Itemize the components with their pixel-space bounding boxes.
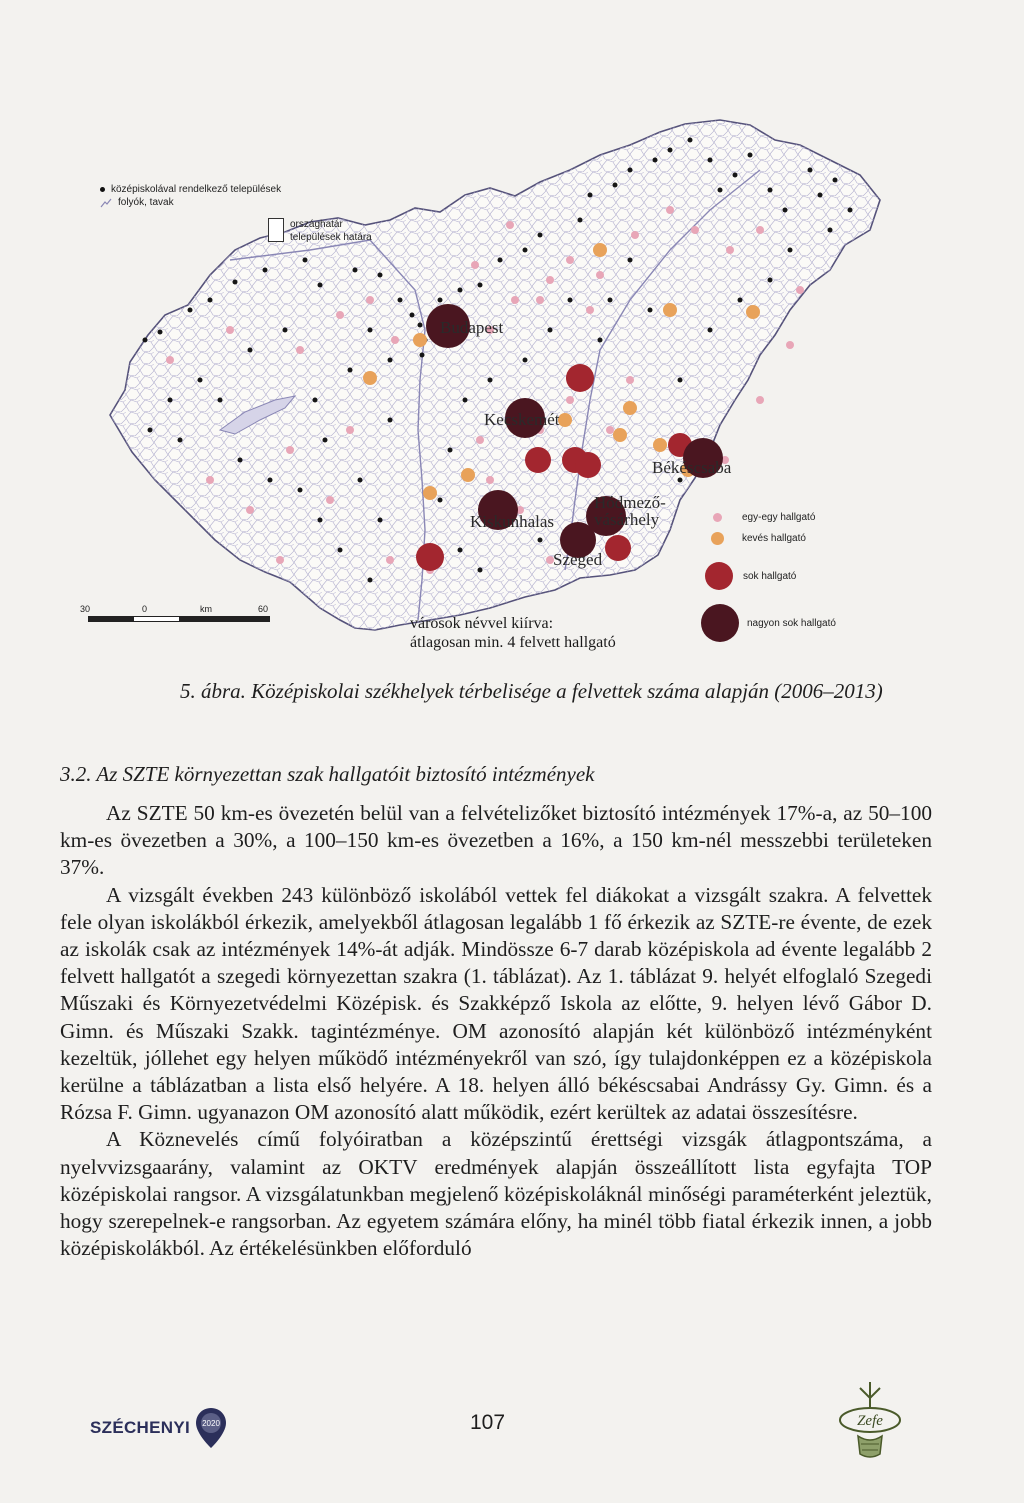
page-number: 107 — [470, 1411, 506, 1434]
legend-very-many-students — [701, 604, 836, 642]
map-note-line2: átlagosan min. 4 felvett hallgató — [410, 634, 616, 651]
scale-left: 30 — [80, 604, 91, 614]
legend-many-label: sok hallgató — [743, 570, 797, 582]
legend-few-label: kevés hallgató — [742, 533, 806, 544]
legend-border-line2: települések határa — [290, 232, 372, 243]
legend-very-many-label: nagyon sok hallgató — [747, 617, 836, 629]
legend-single-student — [713, 512, 815, 523]
map-note-line1: városok névvel kiírva: — [410, 615, 554, 632]
scale-right: 60 — [258, 604, 269, 614]
river-icon — [100, 198, 112, 208]
section-title: 3.2. Az SZTE környezettan szak hallgatóit biztosító intézmények — [60, 762, 595, 786]
city-label-hodmezo-line2: vásárhely — [594, 510, 660, 529]
szechenyi-logo — [90, 1406, 228, 1450]
figure-caption: 5. ábra. Középiskolai székhelyek térbelisége a felvettek száma alapján (2006–2013) — [180, 679, 883, 703]
city-label-kiskunhalas: Kiskunhalas — [470, 512, 555, 531]
map-legend-borders — [268, 218, 372, 244]
border-swatch-icon — [268, 218, 284, 242]
orange-dot-icon — [711, 532, 724, 545]
legend-schools-label: középiskolával rendelkező települések — [111, 184, 282, 195]
dot-icon — [100, 187, 105, 192]
scale-unit: km — [200, 604, 212, 614]
paragraph: Az SZTE 50 km-es övezetén belül van a felvételizőket biztosító intézmények 17%-a, az 50–100 km-es övezetben a 30%, a 100–150 km-es övezetben a 16%, a 150 km-nél messzebbi területeken 37%. — [60, 801, 932, 880]
legend-single-label: egy-egy hallgató — [742, 512, 816, 523]
brand-year: 2020 — [202, 1419, 220, 1428]
zefe-logo-text: Zefe — [857, 1413, 883, 1429]
paragraph: A Köznevelés című folyóiratban a középszintű érettségi vizsgák átlagpontszáma, a nyelvvizsgaarány, valamint az OKTV eredmények alapján összeállított lista egyfajta TOP középiskolai rangsor. A vizsgálatunkban megjelenő középiskoláknál minőségi paraméterként jeleztük, hogy szerepelnek-e rangsorban. Az egyetem számára előny, ha minél több fiatal érkezik innen, a jobb középiskolákból. Az értékelésünkben előforduló — [60, 1127, 932, 1261]
city-label-kecskemet: Kecskemét — [484, 410, 560, 429]
body-text — [60, 800, 932, 1262]
legend-border-line1: országhatár — [290, 219, 343, 230]
legend-row-rivers — [100, 196, 281, 209]
szechenyi-brand-text: SZÉCHENYI — [90, 1418, 190, 1437]
city-label-bekescsaba: Békéscsaba — [652, 458, 732, 477]
map-pin-icon — [194, 1406, 228, 1450]
legend-rivers-label: folyók, tavak — [118, 197, 174, 208]
city-label-budapest: Budapest — [440, 318, 504, 337]
city-label-szeged: Szeged — [553, 550, 603, 569]
scale-bar — [80, 604, 270, 622]
zefe-logo — [830, 1378, 910, 1468]
legend-many-students — [705, 562, 796, 590]
map-legend-top — [100, 183, 281, 209]
city-label-hodmezo-line1: Hódmező- — [594, 493, 666, 512]
legend-few-students — [711, 532, 806, 545]
scale-bar-graphic — [88, 616, 270, 622]
legend-row-schools — [100, 183, 281, 196]
city-label-hodmezovasarhely — [594, 494, 666, 528]
red-dot-icon — [705, 562, 733, 590]
pink-dot-icon — [713, 513, 722, 522]
paragraph: A vizsgált években 243 különböző iskolából vettek fel diákokat a vizsgált szakra. A felvettek fele olyan iskolákból érkezik, amelyekből átlagosan legalább 1 fő érkezik az SZTE-re évente, de ezek az iskolák csak az intézmények 14%-át adják. Mindössze 6-7 darab középiskola ad évente legalább 2 felvett hallgatót a szegedi környezettan szakra (1. táblázat). Az 1. táblázat 9. helyét elfoglaló Szegedi Műszaki és Környezetvédelmi Középisk. és Szakképző Iskola az előtte, 9. helyen lévő Gábor D. Gimn. és Műszaki Szakk. tagintézménye. OM azonosító alapján két különböző intézményként kezeltük, jóllehet egy helyen működő intézményekről van szó, így tulajdonképpen ez a középiskola kerülne a táblázatban a lista első helyére. A 18. helyen álló békéscsabai Andrássy Gy. Gimn. és a Rózsa F. Gimn. ugyanazon OM azonosító alatt működik, ezért kerültek az adatai összesítésre. — [60, 882, 932, 1125]
map-note — [410, 614, 616, 652]
scale-zero: 0 — [142, 604, 148, 614]
maroon-dot-icon — [701, 604, 739, 642]
